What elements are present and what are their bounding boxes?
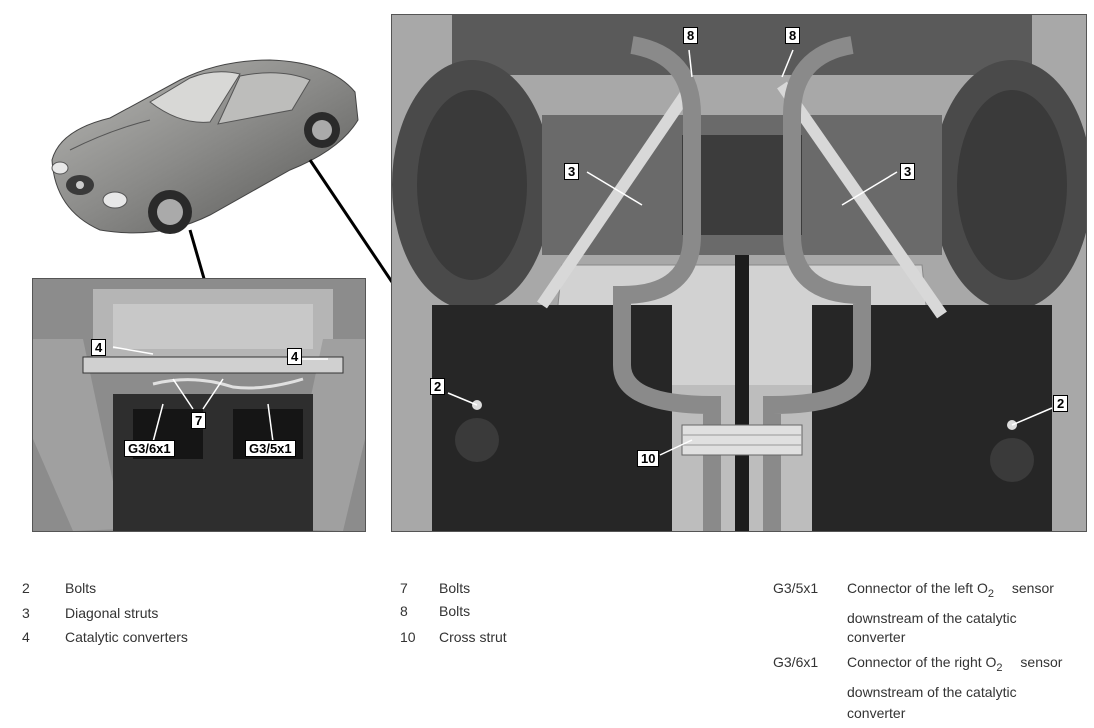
legend-text-part: sensor — [1016, 654, 1063, 670]
callout-2-left: 2 — [430, 378, 445, 395]
legend-text-part: sensor — [1007, 580, 1054, 596]
legend-text: converter — [847, 629, 906, 645]
callout-7: 7 — [191, 412, 206, 429]
legend-text: Diagonal struts — [65, 605, 159, 621]
callout-4-right: 4 — [287, 348, 302, 365]
catalytic-detail-image — [32, 278, 366, 532]
callout-8-right: 8 — [785, 27, 800, 44]
legend-code: G3/5x1 — [773, 580, 819, 596]
callout-10: 10 — [637, 450, 659, 467]
legend-text — [847, 580, 1054, 600]
legend-text: Bolts — [439, 603, 471, 619]
callout-2-right: 2 — [1053, 395, 1068, 412]
underbody-image — [391, 14, 1087, 532]
legend-text: Cross strut — [439, 629, 507, 645]
legend-num: 2 — [22, 580, 30, 596]
callout-3-left: 3 — [564, 163, 579, 180]
legend-text: Catalytic converters — [65, 629, 188, 645]
legend-text-part: Connector of the right O — [847, 654, 997, 670]
legend-subscript: 2 — [987, 588, 994, 600]
legend-code: G3/6x1 — [773, 654, 819, 670]
legend-num: 8 — [400, 603, 408, 619]
legend-num: 4 — [22, 629, 30, 645]
callout-3-right: 3 — [900, 163, 915, 180]
legend-text: converter — [847, 705, 906, 721]
legend-num: 3 — [22, 605, 30, 621]
callout-g3-5x1: G3/5x1 — [245, 440, 296, 457]
legend-text: Bolts — [65, 580, 97, 596]
legend-subscript: 2 — [996, 662, 1003, 674]
legend-num: 10 — [400, 629, 416, 645]
legend-text: downstream of the catalytic — [847, 610, 1017, 626]
callout-8-left: 8 — [683, 27, 698, 44]
legend-text — [847, 654, 1063, 674]
legend-num: 7 — [400, 580, 408, 596]
callout-g3-6x1: G3/6x1 — [124, 440, 175, 457]
legend-text: downstream of the catalytic — [847, 684, 1017, 700]
legend-text: Bolts — [439, 580, 471, 596]
legend-text-part: Connector of the left O — [847, 580, 988, 596]
callout-4-left: 4 — [91, 339, 106, 356]
